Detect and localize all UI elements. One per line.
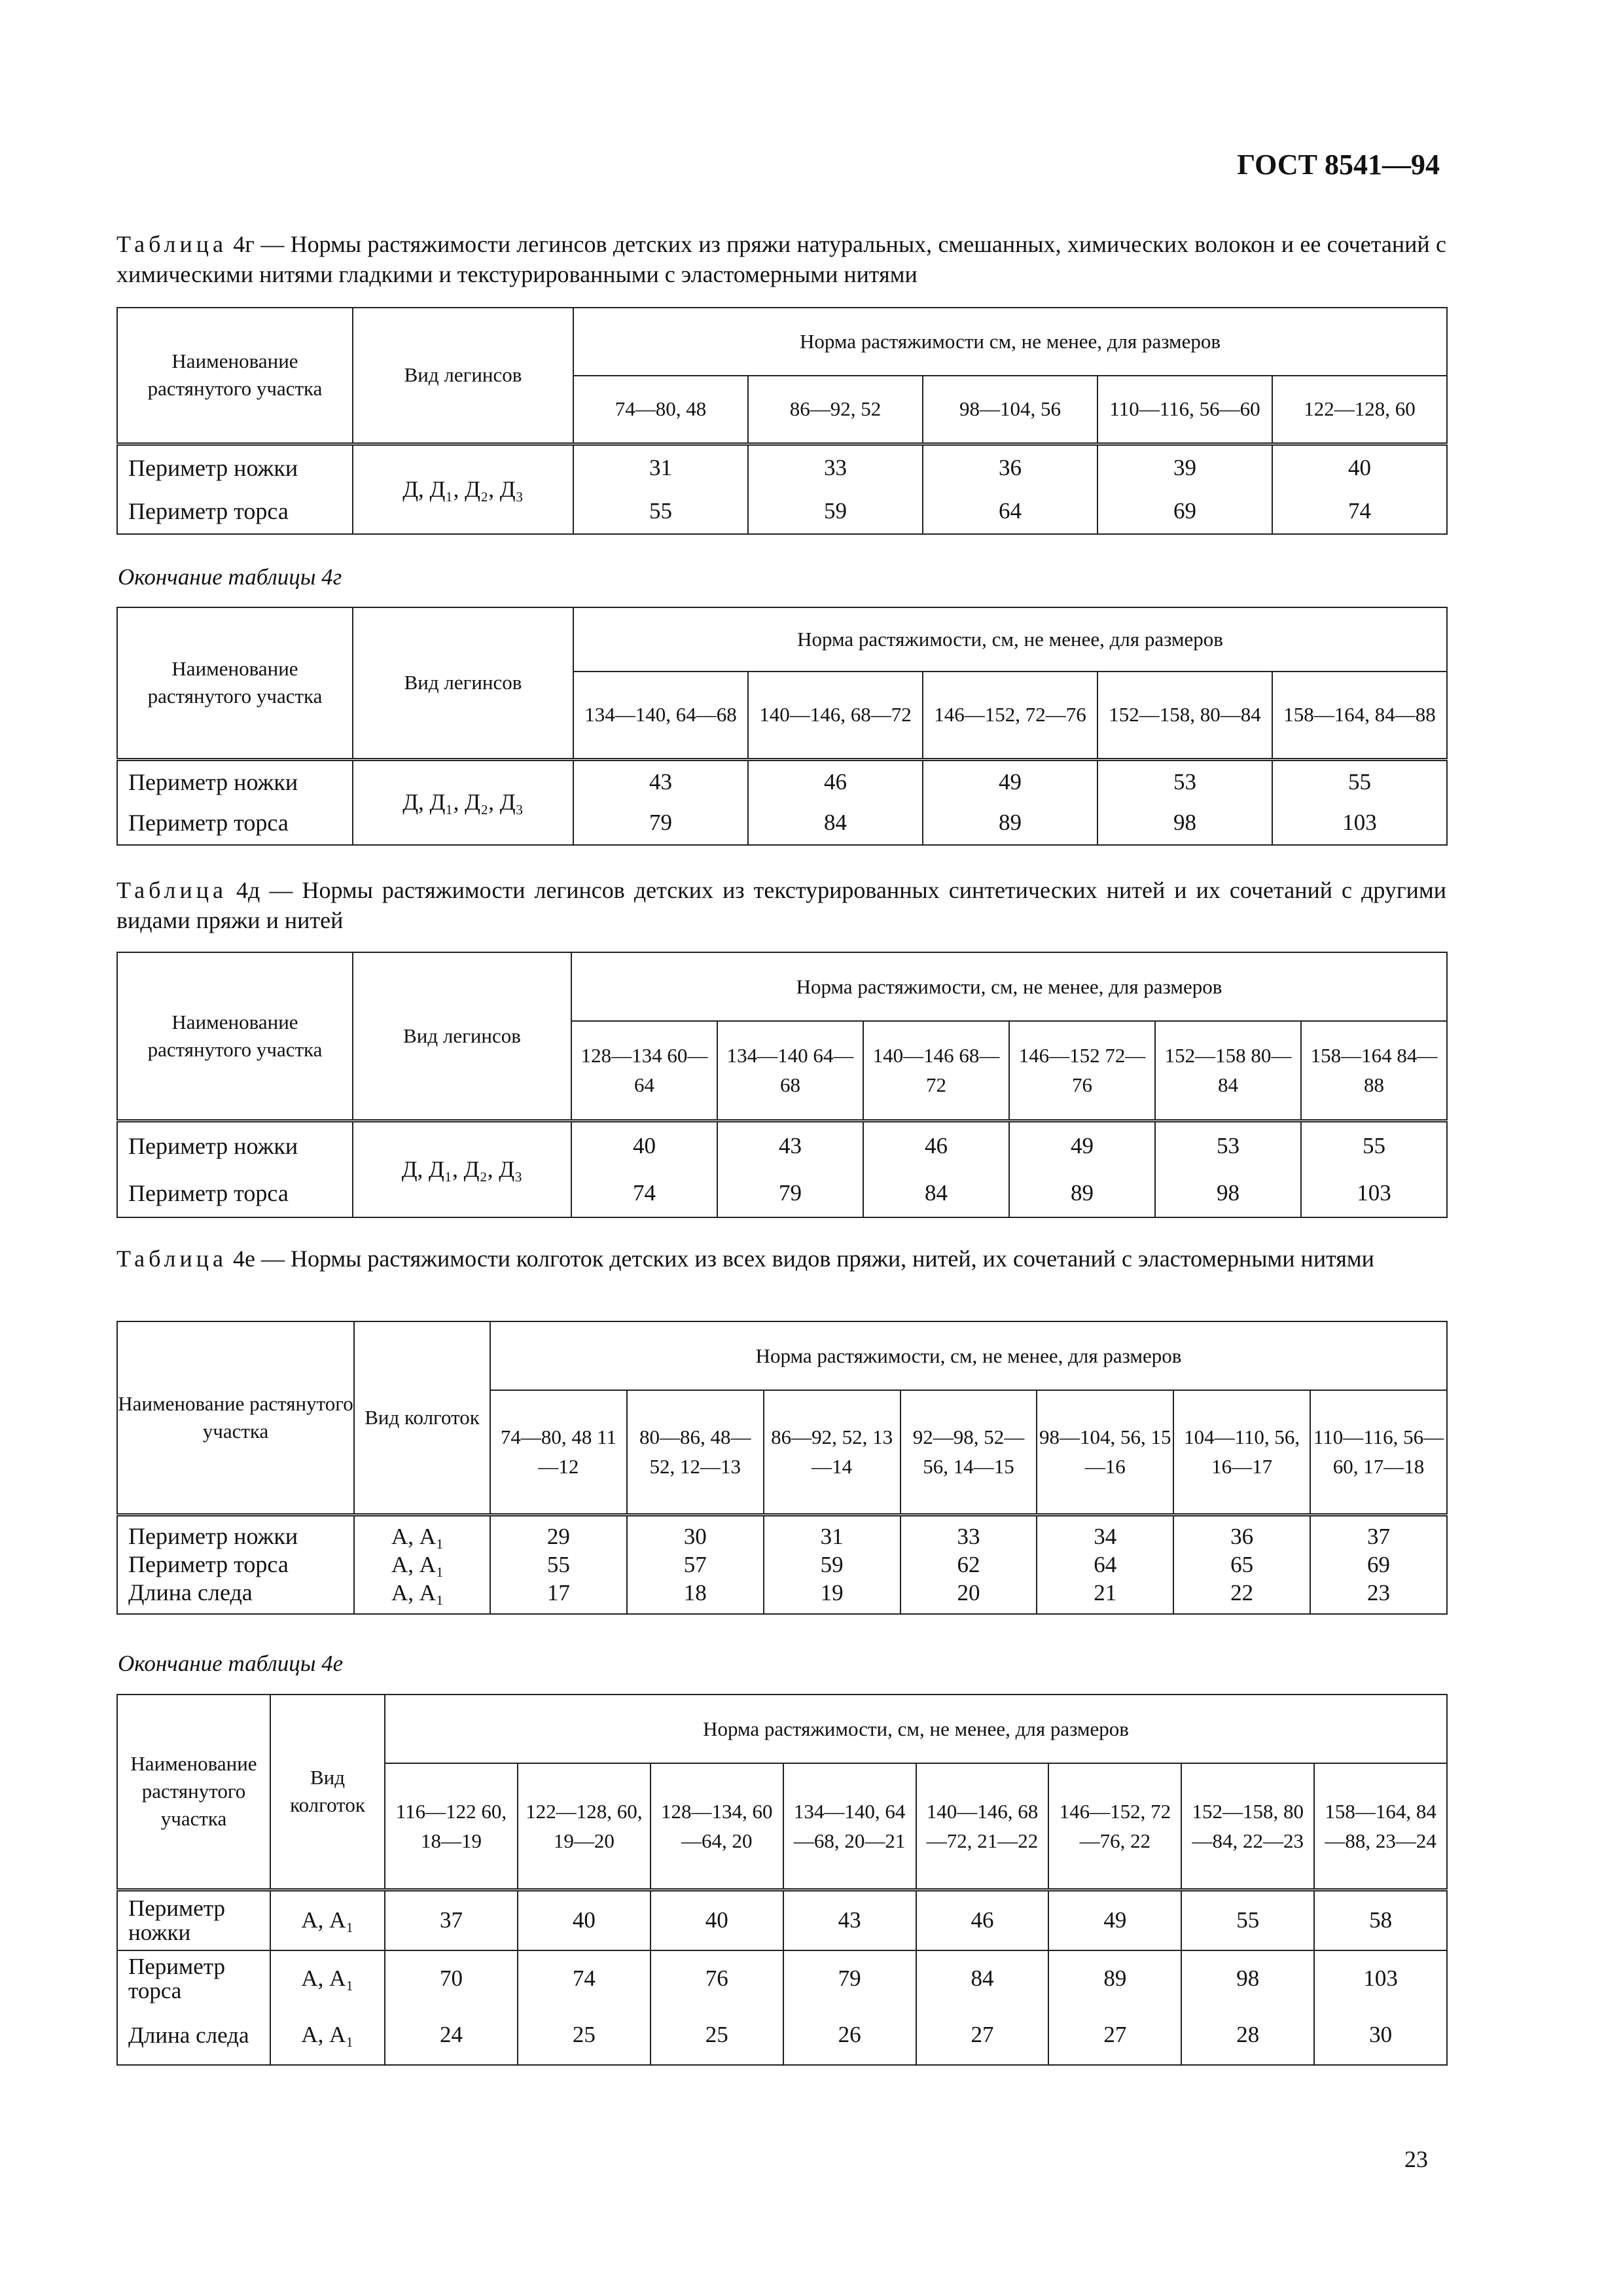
size-header: 152—158, 80—84 (1097, 672, 1272, 759)
value-cell: 74 (518, 1950, 651, 2005)
value-cell: 31 55 (573, 444, 748, 534)
size-header: 92—98, 52—56, 14—15 (901, 1390, 1037, 1515)
value-cell: 34 64 21 (1037, 1515, 1173, 1614)
row-labels: Периметр ножки Периметр торса Длина следа (117, 1515, 354, 1614)
value-cell: 40 74 (571, 1121, 717, 1217)
value-cell: 33 59 (748, 444, 923, 534)
size-header: 158—164 84—88 (1301, 1021, 1447, 1121)
size-header: 104—110, 56, 16—17 (1173, 1390, 1310, 1515)
value-cell: 36 64 (923, 444, 1097, 534)
size-header: 110—116, 56—60, 17—18 (1310, 1390, 1447, 1515)
value-cell: 84 (916, 1950, 1049, 2005)
size-header: 140—146 68—72 (863, 1021, 1009, 1121)
size-header: 128—134 60—64 (571, 1021, 717, 1121)
size-header: 146—152, 72—76 (923, 672, 1097, 759)
size-header: 134—140 64—68 (717, 1021, 863, 1121)
value-cell: 49 89 (923, 759, 1097, 845)
col-header-kind: Вид колготок (354, 1321, 490, 1515)
size-header: 116—122 60, 18—19 (385, 1763, 518, 1890)
value-cell: 27 (916, 2005, 1049, 2065)
kind-cell: А, А₁ (270, 1950, 385, 2005)
col-header-name: Наименование растянутого участка (117, 308, 353, 444)
table-4e-caption: Таблица 4е — Нормы растяжимости колготок детских из всех видов пряжи, нитей, их сочетаний с эластомерными нитями (116, 1246, 1374, 1272)
col-header-kind: Вид легинсов (353, 952, 571, 1121)
value-cell: 25 (651, 2005, 783, 2065)
row-label: Периметр ножки (117, 1890, 270, 1950)
table-4g (116, 307, 1448, 535)
size-header: 146—152, 72—76, 22 (1048, 1763, 1181, 1890)
value-cell: 49 (1048, 1890, 1181, 1950)
document-id: ГОСТ 8541—94 (1237, 149, 1440, 181)
col-header-norm: Норма растяжимости, см, не менее, для размеров (573, 607, 1447, 672)
value-cell: 53 98 (1155, 1121, 1301, 1217)
value-cell: 43 (783, 1890, 916, 1950)
value-cell: 40 74 (1272, 444, 1447, 534)
size-header: 74—80, 48 11—12 (490, 1390, 627, 1515)
value-cell: 25 (518, 2005, 651, 2065)
value-cell: 89 (1048, 1950, 1181, 2005)
value-cell: 28 (1181, 2005, 1314, 2065)
col-header-kind: Вид легинсов (353, 607, 573, 759)
value-cell: 58 (1314, 1890, 1447, 1950)
row-labels: Периметр ножки Периметр торса (117, 759, 353, 845)
value-cell: 39 69 (1097, 444, 1272, 534)
col-header-name: Наименование растянутого участка (117, 952, 353, 1121)
table-4e (116, 1321, 1448, 1615)
col-header-norm: Норма растяжимости, см, не менее, для размеров (490, 1321, 1447, 1390)
value-cell: 30 (1314, 2005, 1447, 2065)
size-header: 128—134, 60—64, 20 (651, 1763, 783, 1890)
value-cell: 70 (385, 1950, 518, 2005)
size-header: 134—140, 64—68, 20—21 (783, 1763, 916, 1890)
size-header: 110—116, 56—60 (1097, 376, 1272, 444)
col-header-kind: Вид легинсов (353, 308, 573, 444)
size-header: 146—152 72—76 (1009, 1021, 1155, 1121)
col-header-name: Наименование растянутого участка (117, 1695, 270, 1890)
value-cell: 40 (651, 1890, 783, 1950)
value-cell: 46 (916, 1890, 1049, 1950)
size-header: 152—158 80—84 (1155, 1021, 1301, 1121)
kind-cell: А, А₁ (270, 1890, 385, 1950)
value-cell: 26 (783, 2005, 916, 2065)
table-4g-end (116, 607, 1448, 846)
kind-cell: Д, Д₁, Д₂, Д₃ (353, 1121, 571, 1217)
size-header: 80—86, 48—52, 12—13 (627, 1390, 764, 1515)
size-header: 140—146, 68—72, 21—22 (916, 1763, 1049, 1890)
col-header-name: Наименование растянутого участка (117, 1321, 354, 1515)
value-cell: 37 69 23 (1310, 1515, 1447, 1614)
kind-cell: А, А₁ А, А₁ А, А₁ (354, 1515, 490, 1614)
value-cell: 43 79 (717, 1121, 863, 1217)
value-cell: 55 103 (1272, 759, 1447, 845)
table-4e-end (116, 1694, 1448, 2066)
value-cell: 103 (1314, 1950, 1447, 2005)
row-label: Длина следа (117, 2005, 270, 2065)
value-cell: 29 55 17 (490, 1515, 627, 1614)
col-header-norm: Норма растяжимости, см, не менее, для размеров (571, 952, 1447, 1021)
page-number: 23 (1404, 2146, 1428, 2172)
size-header: 122—128, 60 (1272, 376, 1447, 444)
row-labels: Периметр ножки Периметр торса (117, 444, 353, 534)
value-cell: 31 59 19 (764, 1515, 901, 1614)
row-label: Периметр торса (117, 1950, 270, 2005)
size-header: 86—92, 52, 13—14 (764, 1390, 901, 1515)
table-4g-end-caption: Окончание таблицы 4г (118, 564, 342, 590)
size-header: 140—146, 68—72 (748, 672, 923, 759)
table-4e-end-caption: Окончание таблицы 4е (118, 1651, 344, 1676)
size-header: 86—92, 52 (748, 376, 923, 444)
value-cell: 55 103 (1301, 1121, 1447, 1217)
size-header: 134—140, 64—68 (573, 672, 748, 759)
value-cell: 30 57 18 (627, 1515, 764, 1614)
value-cell: 37 (385, 1890, 518, 1950)
table-4d-caption: Таблица 4д — Нормы растяжимости легинсов детских из текстурированных синтетических нитей и их сочетаний с другими видами пряжи и нитей (116, 877, 1446, 933)
col-header-norm: Норма растяжимости см, не менее, для размеров (573, 308, 1447, 376)
value-cell: 79 (783, 1950, 916, 2005)
size-header: 74—80, 48 (573, 376, 748, 444)
table-4g-caption: Таблица 4г — Нормы растяжимости легинсов детских из пряжи натуральных, смешанных, химических волокон и ее сочетаний с химическими нитями гладкими и текстурированными с эластомерными нитями (116, 231, 1446, 287)
size-header: 98—104, 56, 15—16 (1037, 1390, 1173, 1515)
value-cell: 46 84 (748, 759, 923, 845)
size-header: 152—158, 80—84, 22—23 (1181, 1763, 1314, 1890)
value-cell: 46 84 (863, 1121, 1009, 1217)
value-cell: 98 (1181, 1950, 1314, 2005)
size-header: 158—164, 84—88, 23—24 (1314, 1763, 1447, 1890)
value-cell: 33 62 20 (901, 1515, 1037, 1614)
value-cell: 53 98 (1097, 759, 1272, 845)
table-4d (116, 952, 1448, 1218)
col-header-norm: Норма растяжимости, см, не менее, для размеров (385, 1695, 1447, 1763)
row-labels: Периметр ножки Периметр торса (117, 1121, 353, 1217)
size-header: 98—104, 56 (923, 376, 1097, 444)
value-cell: 36 65 22 (1173, 1515, 1310, 1614)
kind-cell: А, А₁ (270, 2005, 385, 2065)
value-cell: 76 (651, 1950, 783, 2005)
kind-cell: Д, Д₁, Д₂, Д₃ (353, 759, 573, 845)
kind-cell: Д, Д₁, Д₂, Д₃ (353, 444, 573, 534)
size-header: 158—164, 84—88 (1272, 672, 1447, 759)
value-cell: 49 89 (1009, 1121, 1155, 1217)
value-cell: 40 (518, 1890, 651, 1950)
value-cell: 43 79 (573, 759, 748, 845)
value-cell: 55 (1181, 1890, 1314, 1950)
col-header-kind: Вид колготок (270, 1695, 385, 1890)
value-cell: 24 (385, 2005, 518, 2065)
size-header: 122—128, 60, 19—20 (518, 1763, 651, 1890)
col-header-name: Наименование растянутого участка (117, 607, 353, 759)
value-cell: 27 (1048, 2005, 1181, 2065)
